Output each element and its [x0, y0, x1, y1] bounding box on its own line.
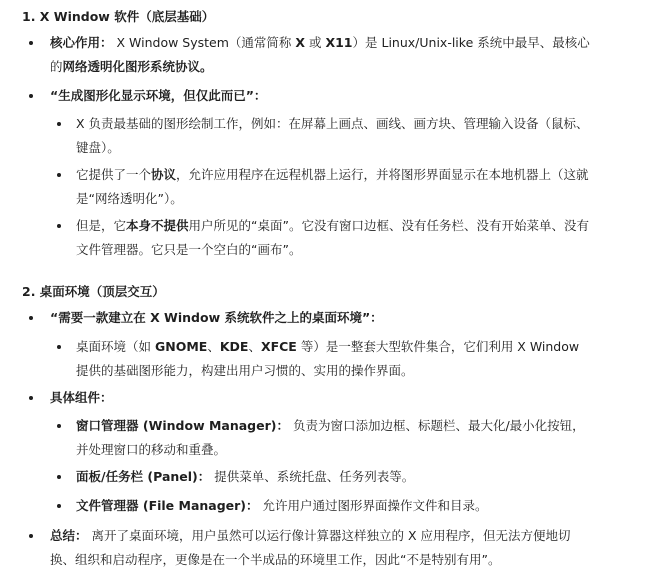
- sub-item-file-manager: [76, 494, 594, 518]
- list-item-summary: [50, 524, 595, 572]
- sub-item-window-manager: [76, 414, 594, 462]
- label: “需要一款建立在 X Window 系统软件之上的桌面环境”：: [50, 310, 383, 325]
- bullet-icon: [57, 173, 61, 177]
- list-item-components: [50, 386, 595, 410]
- text-bold: X: [295, 35, 306, 50]
- label: 总结：: [50, 528, 88, 543]
- text: X 负责最基础的图形绘制工作，例如：在屏幕上画点、画线、画方块、管理输入设备（鼠标、键盘）。: [76, 116, 589, 155]
- list-item-need: [50, 306, 595, 330]
- text-bold: 协议: [151, 167, 177, 182]
- text: X Window System（通常简称: [112, 35, 296, 50]
- list-item-generate: [50, 84, 595, 108]
- text: 等）是一整套大型软件集合，它们利用 X Window 提供的基础图形能力，构建出用户习惯的、实用的操作界面。: [76, 339, 580, 378]
- bullet-icon: [57, 345, 61, 349]
- text: 它提供了一个: [76, 167, 152, 182]
- label: 文件管理器 (File Manager)：: [76, 498, 259, 513]
- text-bold: GNOME: [154, 339, 208, 354]
- text: 用户所见的“桌面”。它没有窗口边框、没有任务栏、没有开始菜单、没有文件管理器。它只是一个空白的“画布”。: [76, 218, 589, 257]
- sub-item-protocol: [76, 163, 594, 211]
- sub-item-drawing: [76, 112, 594, 160]
- section-2-heading: 2. 桌面环境（顶层交互）: [22, 284, 165, 299]
- text-bold: XFCE: [260, 339, 297, 354]
- sub-item-no-desktop: [76, 214, 594, 262]
- text-bold: 网络透明化图形系统协议。: [62, 59, 213, 74]
- label: 核心作用：: [50, 35, 113, 50]
- text: 、: [248, 339, 261, 354]
- bullet-icon: [57, 504, 61, 508]
- text: 、: [207, 339, 220, 354]
- sub-item-desktop-env: [76, 335, 594, 383]
- text: 负责为窗口添加边框、标题栏、最大化/最小化按钮，并处理窗口的移动和重叠。: [76, 418, 585, 457]
- text: 提供菜单、系统托盘、任务列表等。: [210, 469, 415, 484]
- text: 桌面环境（如: [76, 339, 155, 354]
- label: 窗口管理器 (Window Manager)：: [76, 418, 289, 433]
- text: 离开了桌面环境，用户虽然可以运行像计算器这样独立的 X 应用程序，但无法方便地切换、组织和启动程序，更像是在一个半成品的环境里工作，因此“不是特别有用”。: [50, 528, 571, 567]
- bullet-icon: [57, 224, 61, 228]
- label: “生成图形化显示环境，但仅此而已”：: [50, 88, 267, 103]
- bullet-icon: [29, 94, 33, 98]
- text-bold: 本身不提供: [126, 218, 189, 233]
- bullet-icon: [29, 534, 33, 538]
- bullet-icon: [57, 424, 61, 428]
- label: 面板/任务栏 (Panel)：: [76, 469, 211, 484]
- sub-item-panel: [76, 465, 594, 489]
- label: 具体组件：: [50, 390, 113, 405]
- bullet-icon: [57, 475, 61, 479]
- text-bold: X11: [325, 35, 353, 50]
- text: 允许用户通过图形界面操作文件和目录。: [258, 498, 488, 513]
- section-1-heading: 1. X Window 软件（底层基础）: [22, 9, 215, 24]
- bullet-icon: [29, 316, 33, 320]
- list-item-core-role: [50, 31, 595, 79]
- bullet-icon: [57, 122, 61, 126]
- text-bold: KDE: [219, 339, 249, 354]
- text: ）是 Linux/Unix-like 系统中最早、最核心的: [50, 35, 590, 74]
- bullet-icon: [29, 41, 33, 45]
- text: 但是，它: [76, 218, 127, 233]
- text: ，允许应用程序在远程机器上运行，并将图形界面显示在本地机器上（这就是“网络透明化”）。: [76, 167, 589, 206]
- bullet-icon: [29, 396, 33, 400]
- text: 或: [305, 35, 326, 50]
